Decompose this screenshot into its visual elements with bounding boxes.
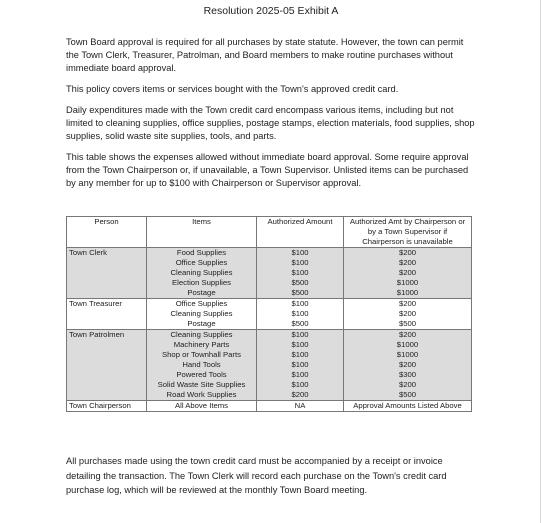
document-title: Resolution 2025-05 Exhibit A xyxy=(203,5,339,17)
item-cell: Office Supplies xyxy=(147,258,257,268)
chair-amount-cell: $300 xyxy=(344,370,472,380)
chair-amount-cell: $1000 xyxy=(344,288,472,299)
chair-amount-cell: $1000 xyxy=(344,278,472,288)
chair-amount-cell: $200 xyxy=(344,380,472,390)
item-cell: All Above Items xyxy=(147,401,257,412)
chair-amount-cell: $200 xyxy=(344,258,472,268)
chair-amount-cell: $200 xyxy=(344,268,472,278)
amount-cell: NA xyxy=(257,401,344,412)
item-cell: Postage xyxy=(147,319,257,330)
amount-cell: $100 xyxy=(257,360,344,370)
item-cell: Machinery Parts xyxy=(147,340,257,350)
item-cell: Hand Tools xyxy=(147,360,257,370)
item-cell: Solid Waste Site Supplies xyxy=(147,380,257,390)
document-body xyxy=(66,36,476,194)
item-cell: Food Supplies xyxy=(147,248,257,259)
person-cell: Town Clerk xyxy=(67,248,147,299)
amount-cell: $100 xyxy=(257,340,344,350)
header-person: Person xyxy=(67,217,147,248)
item-cell: Cleaning Supplies xyxy=(147,330,257,341)
item-cell: Powered Tools xyxy=(147,370,257,380)
amount-cell: $100 xyxy=(257,299,344,310)
paragraph-approval: Town Board approval is required for all purchases by state statute. However, the town can permit the Town Clerk, Treasurer, Patrolman, and Board members to make routine purchases without immediate board approval. xyxy=(66,37,464,73)
amount-cell: $100 xyxy=(257,268,344,278)
chair-amount-cell: $500 xyxy=(344,319,472,330)
item-cell: Election Supplies xyxy=(147,278,257,288)
chair-amount-cell: $500 xyxy=(344,390,472,401)
person-cell: Town Chairperson xyxy=(67,401,147,412)
chair-amount-cell: Approval Amounts Listed Above xyxy=(344,401,472,412)
amount-cell: $500 xyxy=(257,288,344,299)
table-header-row xyxy=(67,217,472,248)
amount-cell: $100 xyxy=(257,380,344,390)
amount-cell: $500 xyxy=(257,278,344,288)
chair-amount-cell: $200 xyxy=(344,330,472,341)
chair-amount-cell: $200 xyxy=(344,248,472,259)
table-row xyxy=(67,401,472,412)
chair-amount-cell: $200 xyxy=(344,360,472,370)
person-cell: Town Treasurer xyxy=(67,299,147,330)
amount-cell: $100 xyxy=(257,330,344,341)
amount-cell: $500 xyxy=(257,319,344,330)
person-cell: Town Patrolmen xyxy=(67,330,147,401)
amount-cell: $100 xyxy=(257,248,344,259)
item-cell: Cleaning Supplies xyxy=(147,309,257,319)
item-cell: Shop or Townhall Parts xyxy=(147,350,257,360)
table-row xyxy=(67,299,472,310)
table-row xyxy=(67,248,472,259)
item-cell: Cleaning Supplies xyxy=(147,268,257,278)
amount-cell: $100 xyxy=(257,350,344,360)
item-cell: Office Supplies xyxy=(147,299,257,310)
amount-cell: $100 xyxy=(257,370,344,380)
footer-paragraph: All purchases made using the town credit card must be accompanied by a receipt or invoice detailing the transaction. The Town Clerk will record each purchase on the Town's credit card purchase log, which will be reviewed at the monthly Town Board meeting. xyxy=(66,456,447,495)
table-row xyxy=(67,330,472,341)
item-cell: Postage xyxy=(147,288,257,299)
chair-amount-cell: $200 xyxy=(344,299,472,310)
item-cell: Road Work Supplies xyxy=(147,390,257,401)
expense-authorization-table xyxy=(66,216,472,412)
header-authorized-amount: Authorized Amount xyxy=(257,217,344,248)
amount-cell: $100 xyxy=(257,258,344,268)
header-chair-amount: Authorized Amt by Chairperson or by a Town Supervisor if Chairperson is unavailable xyxy=(344,217,472,248)
header-items: Items xyxy=(147,217,257,248)
chair-amount-cell: $1000 xyxy=(344,350,472,360)
paragraph-scope: This policy covers items or services bought with the Town's approved credit card. xyxy=(66,84,399,94)
amount-cell: $200 xyxy=(257,390,344,401)
chair-amount-cell: $200 xyxy=(344,309,472,319)
amount-cell: $100 xyxy=(257,309,344,319)
paragraph-expenditures: Daily expenditures made with the Town credit card encompass various items, including but not limited to cleaning supplies, office supplies, postage stamps, election materials, food supplies, shop supplies, solid waste site supplies, tools, and parts. xyxy=(66,105,475,141)
chair-amount-cell: $1000 xyxy=(344,340,472,350)
paragraph-table-intro: This table shows the expenses allowed without immediate board approval. Some require approval from the Town Chairperson or, if unavailable, a Town Supervisor. Unlisted items can be purchased by any member for up to $100 with Chairperson or Supervisor approval. xyxy=(66,152,469,188)
